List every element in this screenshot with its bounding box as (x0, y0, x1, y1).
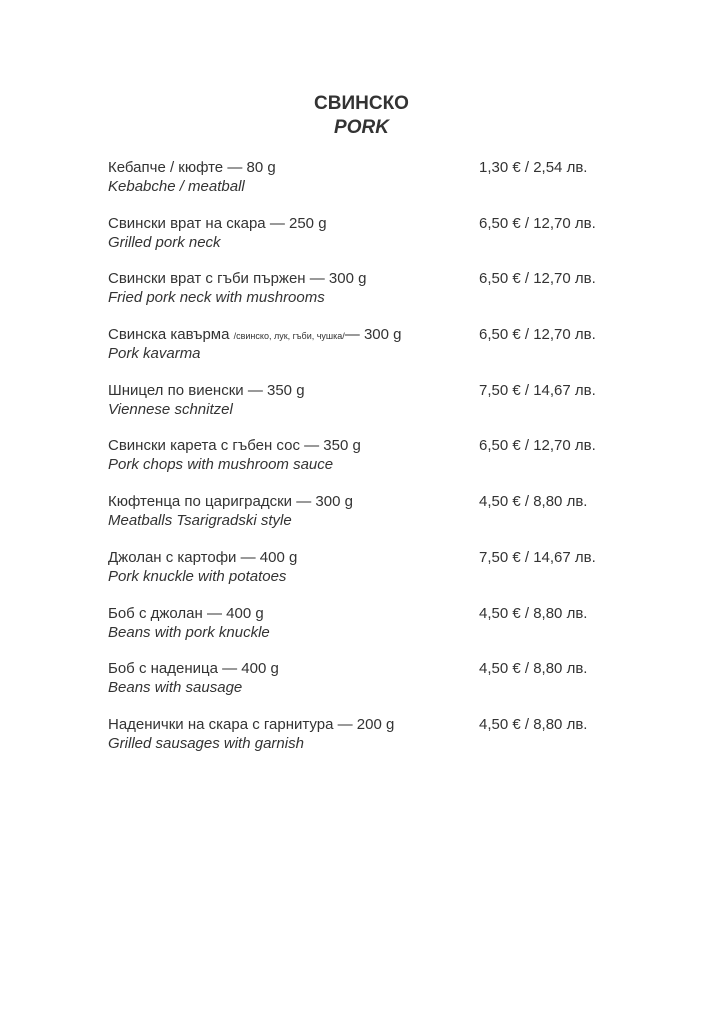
menu-item (108, 270, 628, 326)
item-weight: — 350 g (304, 437, 361, 455)
item-ingredients-note: /свинско, лук, гъби, чушка/ (233, 331, 345, 342)
section-title-en: PORK (334, 117, 389, 138)
item-name-bg: Свински карета с гъбен сос (108, 437, 300, 455)
item-price: 7,50 € / 14,67 лв. (479, 548, 596, 566)
item-name-bg: Свински врат с гъби пържен (108, 270, 306, 288)
item-name-bg: Кюфтенца по цариградски (108, 493, 293, 511)
item-price: 6,50 € / 12,70 лв. (479, 270, 596, 288)
menu-item (108, 382, 628, 438)
item-name-bg-line (108, 215, 327, 233)
item-name-en: Grilled sausages with garnish (108, 734, 304, 752)
item-name-bg-line (108, 437, 361, 455)
item-name-bg: Кебапче / кюфте (108, 159, 224, 176)
item-weight: — 300 g (344, 326, 402, 344)
item-name-en: Beans with pork knuckle (108, 623, 270, 641)
menu-item (108, 437, 628, 493)
item-name-bg: Джолан с картофи (108, 548, 237, 566)
item-price: 6,50 € / 12,70 лв. (479, 214, 596, 232)
item-weight: — 250 g (269, 214, 327, 232)
item-weight: — 200 g (337, 715, 395, 733)
item-name-bg-line (108, 270, 366, 288)
item-price: 1,30 € / 2,54 лв. (479, 159, 588, 176)
item-weight: — 80 g (227, 159, 276, 176)
item-price: 7,50 € / 14,67 лв. (479, 381, 596, 399)
menu-item (108, 605, 628, 661)
item-price: 4,50 € / 8,80 лв. (479, 660, 588, 678)
item-weight: — 400 g (206, 604, 264, 622)
item-name-en: Fried pork neck with mushrooms (108, 289, 325, 307)
item-name-bg: Свинска кавърма (108, 326, 230, 344)
menu-list (108, 159, 628, 772)
item-weight: — 400 g (240, 548, 298, 566)
item-name-en: Beans with sausage (108, 679, 243, 697)
menu-item (108, 716, 628, 772)
item-name-bg-line (108, 549, 297, 567)
menu-item (108, 326, 628, 382)
item-name-en: Grilled pork neck (108, 233, 221, 251)
menu-item (108, 660, 628, 716)
menu-item (108, 493, 628, 549)
item-name-bg-line (108, 493, 353, 511)
menu-item (108, 215, 628, 271)
item-name-en: Pork chops with mushroom sauce (108, 456, 334, 474)
item-name-en: Pork kavarma (108, 345, 201, 363)
item-name-en: Pork knuckle with potatoes (108, 567, 287, 585)
item-name-en: Viennese schnitzel (108, 400, 233, 418)
item-price: 4,50 € / 8,80 лв. (479, 493, 588, 511)
item-name-bg-line (108, 159, 276, 177)
item-name-en: Meatballs Tsarigradski style (108, 512, 292, 530)
item-weight: — 300 g (296, 493, 353, 511)
item-weight: — 300 g (309, 270, 367, 288)
item-name-bg: Шницел по виенски (108, 381, 244, 399)
item-weight: — 400 g (222, 660, 279, 678)
item-name-en: Kebabche / meatball (108, 178, 245, 195)
item-weight: — 350 g (247, 381, 305, 399)
item-name-bg-line (108, 716, 394, 734)
menu-item (108, 549, 628, 605)
item-price: 4,50 € / 8,80 лв. (479, 604, 588, 622)
item-name-bg: Свински врат на скара (108, 214, 266, 232)
item-price: 6,50 € / 12,70 лв. (479, 437, 596, 455)
item-name-bg-line (108, 660, 279, 678)
item-name-bg-line (108, 605, 264, 623)
item-price: 4,50 € / 8,80 лв. (479, 715, 588, 733)
item-name-bg: Наденички на скара с гарнитура (108, 715, 334, 733)
item-name-bg: Боб с джолан (108, 604, 203, 622)
item-name-bg: Боб с наденица (108, 660, 218, 678)
menu-item (108, 159, 628, 215)
section-title-bg: СВИНСКО (314, 93, 409, 114)
section-heading (0, 92, 723, 140)
item-name-bg-line (108, 326, 402, 345)
item-price: 6,50 € / 12,70 лв. (479, 326, 596, 344)
item-name-bg-line (108, 382, 305, 400)
